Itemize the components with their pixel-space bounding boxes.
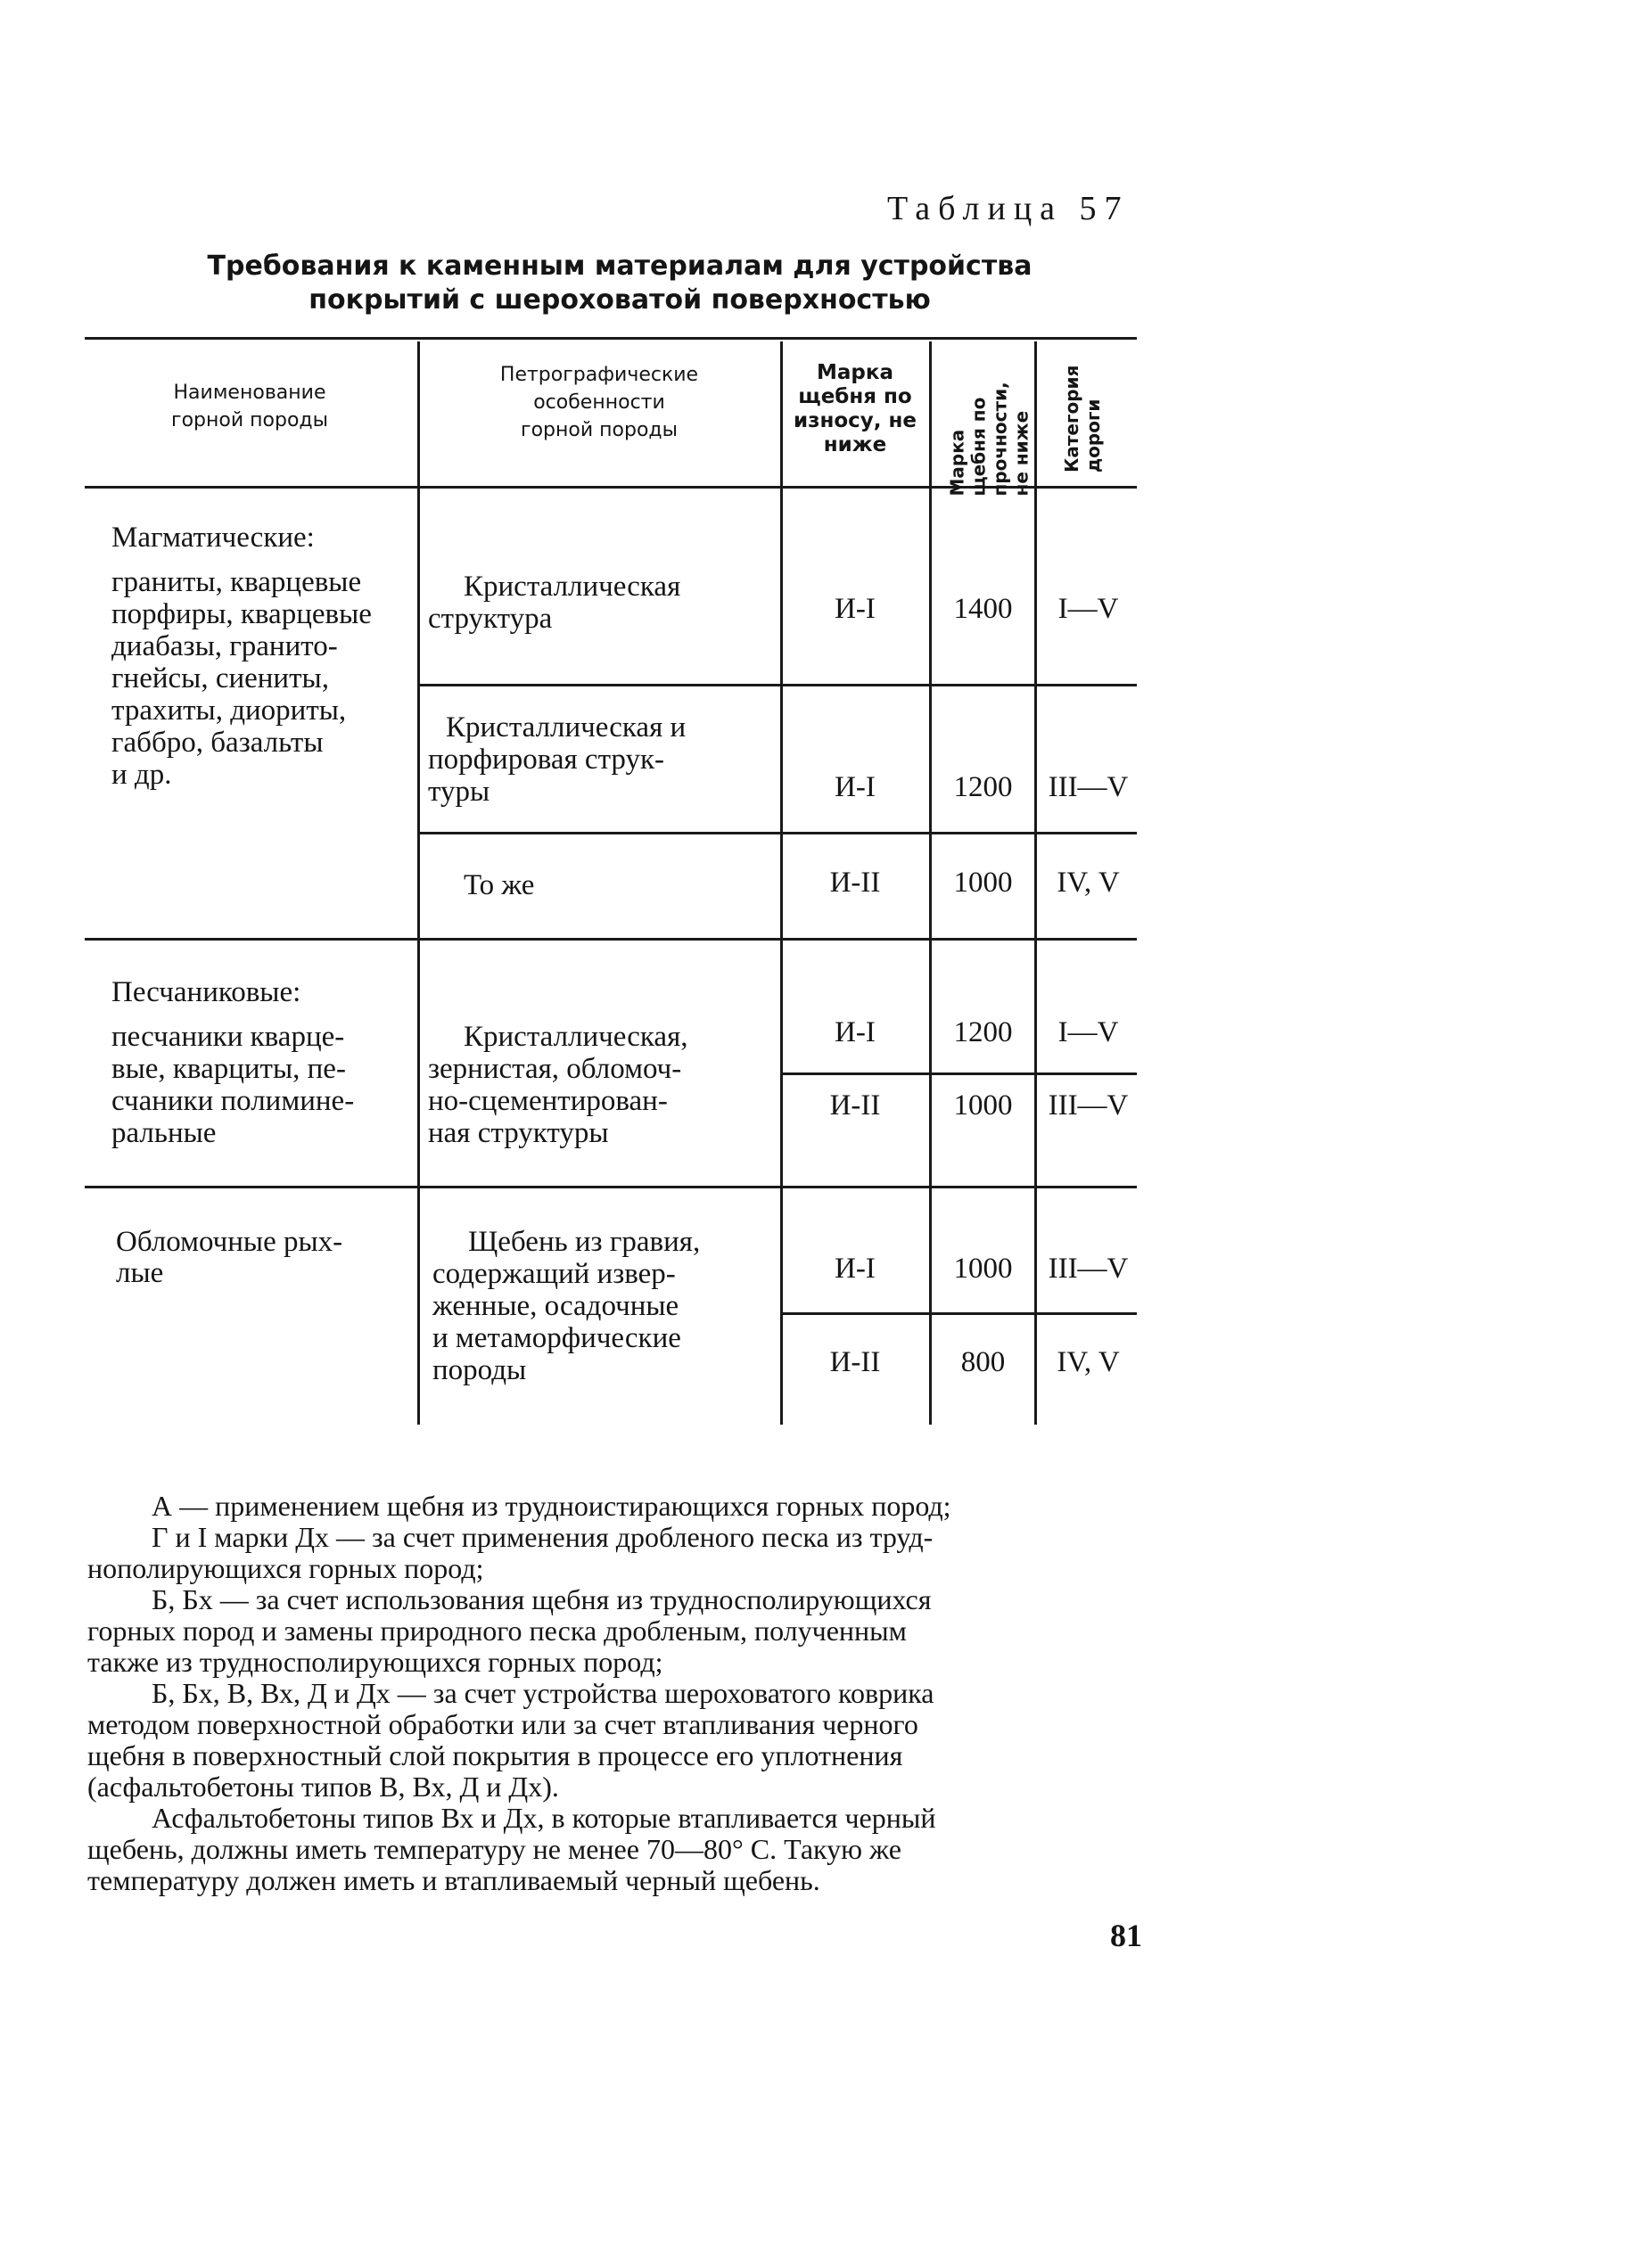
body-paragraph <box>87 1803 1139 1896</box>
row-divider <box>419 684 1137 686</box>
petro-line: Кристаллическая <box>464 571 681 603</box>
petro-line: женные, осадочные <box>432 1290 679 1322</box>
header-line: дороги <box>1082 399 1104 472</box>
road-category-cell: IV, V <box>1057 867 1120 899</box>
petro-line: ная структуры <box>428 1117 609 1149</box>
petro-line: но-сцементирован- <box>428 1085 668 1117</box>
strength-grade-cell: 1200 <box>953 1016 1013 1048</box>
paragraph-line: нополирующихся горных пород; <box>87 1552 484 1584</box>
paragraph-line: методом поверхностной обработки или за счет втапливания черного <box>87 1708 918 1740</box>
header-line: Категория <box>1061 365 1082 472</box>
paragraph-line: (асфальтобетоны типов В, Вх, Д и Дх). <box>87 1771 559 1803</box>
group-title: Магматические: <box>111 522 315 554</box>
paragraph-line: горных пород и замены природного песка дробленым, полученным <box>87 1615 907 1647</box>
road-category-cell: IV, V <box>1057 1346 1120 1378</box>
strength-grade-cell: 1400 <box>953 593 1013 625</box>
description-line: порфиры, кварцевые <box>111 598 372 630</box>
road-category-cell: III—V <box>1048 1253 1129 1285</box>
wear-grade-cell: И-II <box>829 1346 881 1378</box>
header-line: ниже <box>823 433 887 456</box>
table-label: Таблица 57 <box>887 190 1130 227</box>
body-paragraph <box>87 1678 1139 1803</box>
header-line: Наименование <box>173 382 326 404</box>
paragraph-line: Б, Бх, В, Вх, Д и Дх — за счет устройства шероховатого коврика <box>152 1677 934 1709</box>
description-line: счаники полимине- <box>111 1085 355 1117</box>
description-line: и др. <box>111 759 172 791</box>
strength-grade-cell: 1000 <box>953 867 1013 899</box>
header-strength-grade <box>946 363 1033 497</box>
wear-grade-cell: И-II <box>829 867 881 899</box>
header-line: щебня по <box>798 385 912 408</box>
petro-line: туры <box>428 776 490 808</box>
petro-cell <box>464 869 534 901</box>
row-divider <box>783 1072 1137 1075</box>
row-divider <box>419 832 1137 834</box>
group-divider <box>85 938 1137 941</box>
description-line: вые, кварциты, пе- <box>111 1053 346 1085</box>
description-line: граниты, кварцевые <box>111 566 362 598</box>
description-line: ральные <box>111 1117 217 1149</box>
body-paragraph <box>152 1491 1204 1522</box>
petro-line: содержащий извер- <box>432 1258 676 1290</box>
header-line: прочности, <box>989 382 1011 497</box>
wear-grade-cell: И-II <box>829 1089 881 1122</box>
group-title: Песчаниковые: <box>111 976 301 1008</box>
header-petrography <box>421 361 777 444</box>
column-rule <box>417 341 420 1425</box>
header-line: износу, не <box>793 409 917 432</box>
body-paragraph <box>87 1584 1139 1678</box>
petro-line: и метаморфические <box>432 1322 681 1354</box>
paragraph-line: щебня в поверхностный слой покрытия в процессе его уплотнения <box>87 1739 903 1771</box>
petro-cell <box>432 1226 700 1386</box>
header-line: горной породы <box>521 419 678 441</box>
petro-cell <box>428 571 680 635</box>
header-line: Марка <box>946 429 968 497</box>
description-line: песчаники кварце- <box>111 1021 345 1053</box>
header-line: Петрографические <box>499 364 699 386</box>
page-number: 81 <box>1110 1918 1142 1953</box>
table-top-rule <box>85 337 1137 340</box>
petro-cell <box>428 711 686 808</box>
petro-line: То же <box>464 869 535 901</box>
petro-line: порфировая струк- <box>428 744 664 776</box>
group-description <box>111 1021 354 1149</box>
header-line: горной породы <box>171 409 328 431</box>
strength-grade-cell: 1000 <box>953 1089 1013 1122</box>
header-wear-grade <box>783 361 927 457</box>
paragraph-line: щебень, должны иметь температуру не менее 70—80° С. Такую же <box>87 1833 901 1865</box>
row-divider <box>783 1312 1137 1315</box>
road-category-cell: I—V <box>1057 593 1119 625</box>
petro-line: структура <box>428 603 553 635</box>
header-line: Марка <box>816 361 893 384</box>
petro-line: Кристаллическая и <box>446 711 687 744</box>
paragraph-line: также из трудносполирующихся горных пород; <box>87 1646 663 1678</box>
road-category-cell: III—V <box>1048 771 1129 803</box>
wear-grade-cell: И-I <box>835 593 876 625</box>
group-description <box>111 566 372 791</box>
header-line: не ниже <box>1010 410 1033 497</box>
road-category-cell: III—V <box>1048 1089 1129 1122</box>
description-line: трахиты, диориты, <box>111 694 347 727</box>
body-paragraph <box>87 1522 1139 1584</box>
wear-grade-cell: И-I <box>835 771 876 803</box>
wear-grade-cell: И-I <box>835 1016 876 1048</box>
strength-grade-cell: 1200 <box>953 771 1013 803</box>
description-line: диабазы, гранито- <box>111 630 338 662</box>
caption-line: покрытий с шероховатой поверхностью <box>309 284 931 316</box>
paragraph-line: температуру должен иметь и втапливаемый черный щебень. <box>87 1864 820 1896</box>
strength-grade-cell: 1000 <box>953 1253 1013 1285</box>
header-road-category <box>1061 357 1106 472</box>
paragraph-line: А — применением щебня из трудноистирающихся горных пород; <box>152 1490 951 1522</box>
petro-line: породы <box>432 1354 527 1386</box>
paragraph-line: Асфальтобетоны типов Вх и Дх, в которые втапливается черный <box>152 1802 936 1834</box>
road-category-cell: I—V <box>1057 1016 1119 1048</box>
header-line: особенности <box>533 391 665 414</box>
description-line: лые <box>116 1257 164 1289</box>
wear-grade-cell: И-I <box>835 1253 876 1285</box>
petro-line: Щебень из гравия, <box>468 1226 701 1258</box>
group-description <box>116 1257 163 1289</box>
paragraph-line: Г и I марки Дх — за счет применения дробленого песка из труд- <box>152 1521 934 1553</box>
description-line: габбро, базальты <box>111 727 324 759</box>
header-rock-name <box>85 379 415 434</box>
caption-line: Требования к каменным материалам для устройства <box>207 251 1033 282</box>
strength-grade-cell: 800 <box>960 1346 1006 1378</box>
group-divider <box>85 1186 1137 1188</box>
header-line: щебня по <box>967 397 990 497</box>
petro-cell <box>428 1021 688 1149</box>
paragraph-line: Б, Бх — за счет использования щебня из трудносполирующихся <box>152 1583 932 1615</box>
description-line: гнейсы, сиениты, <box>111 662 329 694</box>
petro-line: зернистая, обломоч- <box>428 1053 682 1085</box>
petro-line: Кристаллическая, <box>464 1021 688 1053</box>
group-title: Обломочные рых- <box>116 1226 343 1258</box>
table-caption <box>169 250 1070 317</box>
